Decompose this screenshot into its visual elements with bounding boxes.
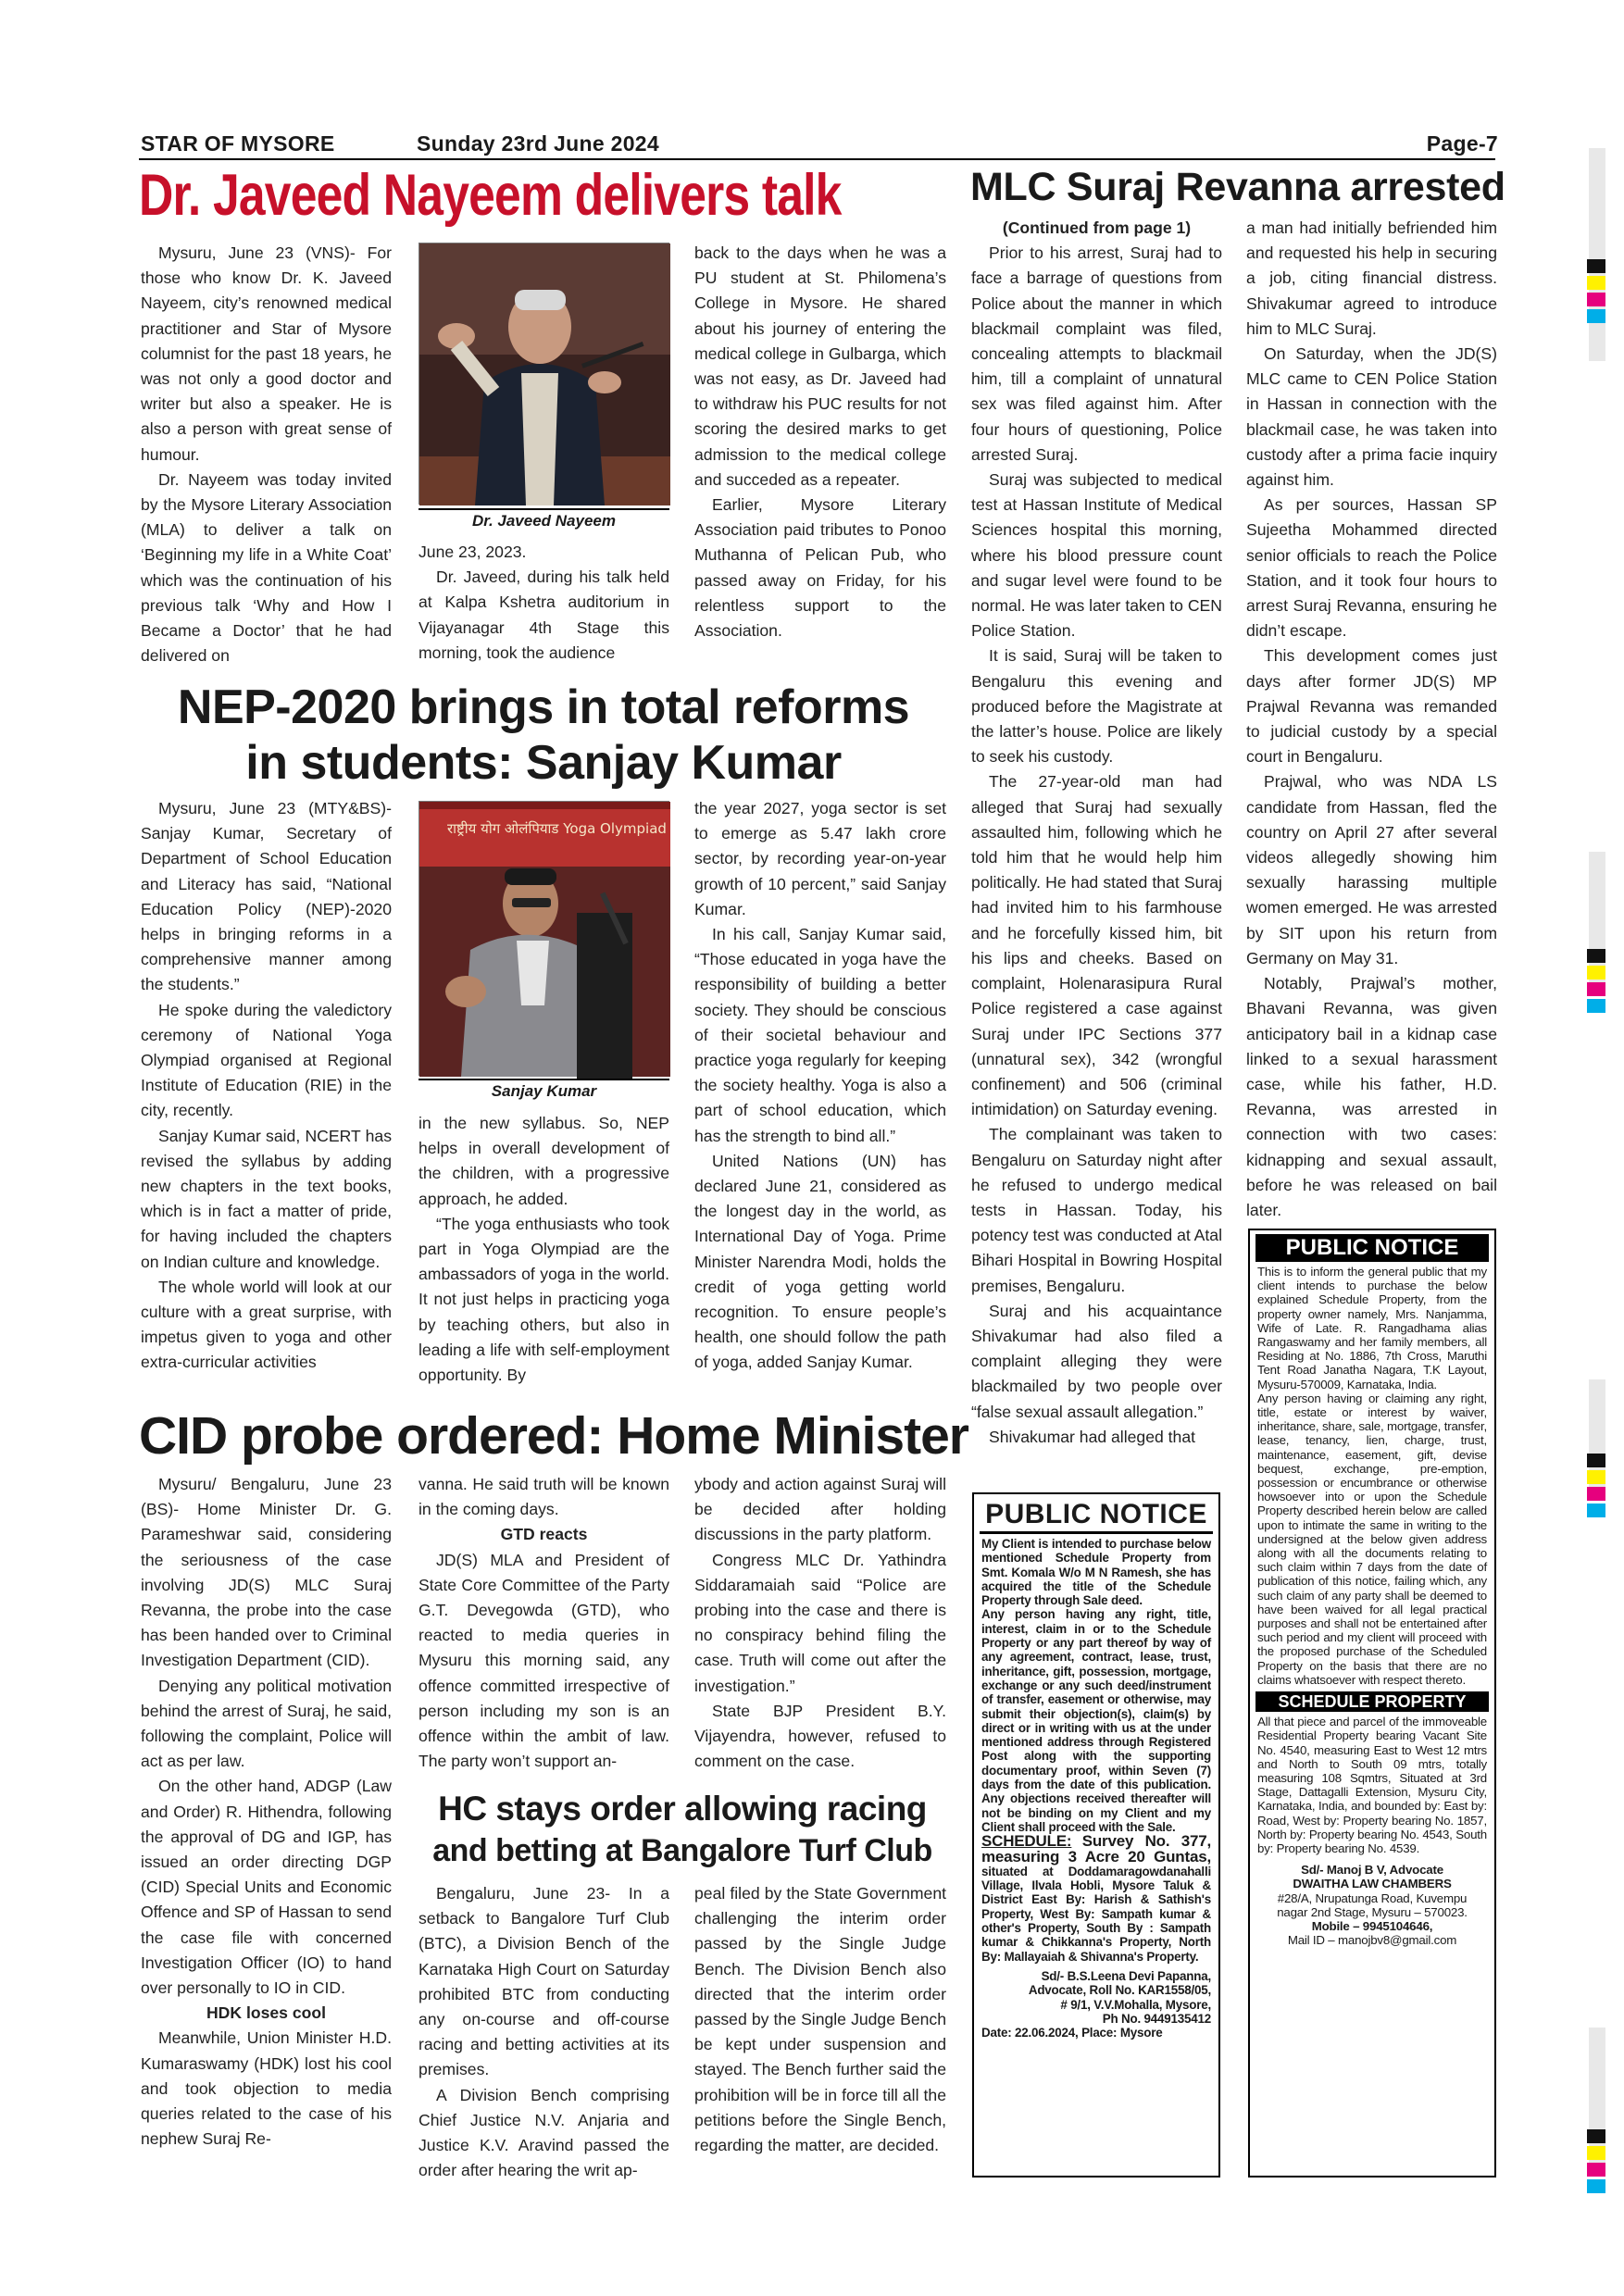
paragraph: Dr. Nayeem was today invited by the Mysore Literary Association (MLA) to deliver a talk on ‘Beginning my life in a White Coat’ which was the continuation of his previous talk ‘Why and How I Became a Doctor’ that he had delivered on — [141, 469, 392, 666]
banner-text: राष्ट्रीय योग ओलंपियाड Yoga Olympiad — [447, 820, 667, 837]
notice1-sign: # 9/1, V.V.Mohalla, Mysore, — [1060, 1997, 1211, 2012]
public-notice-nanjamma — [1248, 1229, 1496, 2177]
notice2-sign: Sd/- Manoj B V, Advocate — [1301, 1863, 1443, 1878]
paragraph: JD(S) MLA and President of State Core Committee of the Party G.T. Devegowda (GTD), who reacted to media queries in Mysuru this morning said, any offence committed irrespective of person including my son is an offence within the ambit of law. The party won’t support an- — [418, 1550, 669, 1771]
paragraph: vanna. He said truth will be known in the coming days. — [418, 1475, 669, 1519]
notice1-schedule — [981, 1834, 1211, 1964]
paragraph: It is said, Suraj will be taken to Bengaluru this evening and produced before the Magistrate at the latter’s house. Police are likely to seek his custody. — [971, 646, 1222, 767]
notice2-sign: Mobile – 9945104646, — [1311, 1918, 1433, 1933]
suraj-col-1 — [971, 216, 1222, 1475]
schedule-label: SCHEDULE: — [981, 1832, 1072, 1851]
paragraph: The complainant was taken to Bengaluru on Saturday night after he refused to undergo medical tests in Hassan. Today, his potency test was conducted at Atal Bihari Hospital in Bowring Hospital premises, Bengaluru. — [971, 1125, 1222, 1295]
notice2-title: PUBLIC NOTICE — [1255, 1234, 1489, 1262]
paragraph: Meanwhile, Union Minister H.D. Kumaraswamy (HDK) lost his cool and took objection to media queries related to the case of his nephew Suraj Re- — [141, 2028, 392, 2149]
paragraph: He spoke during the valedictory ceremony of National Yoga Olympiad organised at Regional Institute of Education (RIE) in the city, recently. — [141, 1000, 392, 1120]
notice2-schedule: All that piece and parcel of the immoveable Residential Property bearing Vacant Site No. 4540, measuring East to West 12 mtrs and North to South 09 mtrs, totally measuring 108 Sqmtrs, Situated at 3rd Stage, Dattagalli Extension, Mysuru City, Karnataka, India, and bounded by: East by: Road, West by: Property bearing No. 1857, North by: Property bearing No. 4543, South by: Property bearing No. 4539. — [1257, 1715, 1487, 1855]
paragraph: “The yoga enthusiasts who took part in Yoga Olympiad are the ambassadors of yoga in the world. It not just helps in practicing yoga by teaching others, but also in leading a life with self-employment opportunity. By — [418, 1214, 669, 1385]
paragraph: Suraj was subjected to medical test at Hassan Institute of Medical Sciences hospital this morning, where his blood pressure count and sugar level were found to be normal. He was later taken to CEN Police Station. — [971, 470, 1222, 641]
suraj-col-2 — [1246, 216, 1497, 1219]
masthead-paper: STAR OF MYSORE — [141, 131, 335, 156]
swatch-yellow — [1587, 966, 1605, 980]
swatch-magenta — [1587, 293, 1605, 306]
notice1-paragraph: Any person having any right, title, interest, claim in or to the Schedule Property or any part thereof by way of any agreement, contract, lease, trust, inheritance, gift, possession, mortgage, exchange or any such deed/instrument of transfer, easement or otherwise, may submit their objection(s), claim(s) by direct or in writing with us at the under mentioned address through Registered Post along with the supporting documentary proof, within Seven (7) days from the date of this publication. Any objections received thereafter will not be binding on my Client and my Client shall proceed with the Sale. — [981, 1607, 1211, 1834]
swatch-black — [1587, 1454, 1605, 1467]
paragraph: Suraj and his acquaintance Shivakumar had also filed a complaint alleging they were blackmailed by two people over “false sexual assault allegation.” — [971, 1301, 1222, 1421]
cid-col-3 — [694, 1472, 946, 1782]
headline-hc-line1: HC stays order allowing racing — [438, 1790, 927, 1828]
paragraph: Dr. Javeed, during his talk held at Kalpa Kshetra auditorium in Vijayanagar 4th Stage this morning, took the audience — [418, 568, 669, 662]
photo-sanjay-kumar — [418, 801, 669, 1076]
paragraph: On the other hand, ADGP (Law and Order) R. Hithendra, following the approval of DG and IGP, has issued an order directing DGP (CID) Special Units and Economic Offence and SP of Hassan to send the case file with concerned Investigation Officer (IO) to hand over personally to IO in CID. — [141, 1777, 392, 1998]
paragraph: Sanjay Kumar said, NCERT has revised the syllabus by adding new chapters in the text books, which is in fact a matter of pride, for having included the chapters on Indian culture and knowledge. — [141, 1126, 392, 1271]
javeed-col-1 — [141, 241, 392, 667]
paragraph: A Division Bench comprising Chief Justice N.V. Anjaria and Justice K.V. Aravind passed the order after hearing the writ ap- — [418, 2085, 669, 2180]
headline-hc-line2: and betting at Bangalore Turf Club — [432, 1833, 932, 1868]
notice1-date: Date: 22.06.2024, Place: Mysore — [981, 2026, 1163, 2040]
paragraph: The whole world will look at our culture with a great surprise, with impetus given to yoga and other extra-curricular activities — [141, 1277, 392, 1372]
public-notice-komala — [972, 1492, 1220, 2177]
paragraph: State BJP President B.Y. Vijayendra, however, refused to comment on the case. — [694, 1701, 946, 1771]
notice1-sign: Ph No. 9449135412 — [1102, 2011, 1211, 2026]
paragraph: ybody and action against Suraj will be decided after holding discussions in the party platform. — [694, 1475, 946, 1544]
swatch-yellow — [1587, 2146, 1605, 2160]
notice1-sign: Sd/- B.S.Leena Devi Papanna, — [1041, 1968, 1211, 1983]
notice2-schedule-title: SCHEDULE PROPERTY — [1255, 1691, 1489, 1712]
javeed-photo-art — [419, 243, 670, 505]
paragraph: This development comes just days after former JD(S) MP Prajwal Revanna was remanded to judicial custody by a special court in Bengaluru. — [1246, 646, 1497, 767]
swatch-cyan — [1587, 2179, 1605, 2193]
swatch-black — [1587, 2129, 1605, 2143]
paragraph: In his call, Sanjay Kumar said, “Those educated in yoga have the responsibility of building a better society. They should be conscious of their societal behaviour and practice yoga regularly for keeping the society healthy. Yoga is also a part of school education, which has the strength to bind all.” — [694, 925, 946, 1145]
javeed-col-3 — [694, 241, 946, 667]
paragraph: in the new syllabus. So, NEP helps in overall development of the children, with a progressive approach, he added. — [418, 1114, 669, 1208]
swatch-black — [1587, 949, 1605, 963]
nep-col-3 — [694, 796, 946, 1398]
paragraph: United Nations (UN) has declared June 21, considered as the longest day in the world, as International Day of Yoga. Prime Minister Narendra Modi, holds the credit of yoga getting world recognition. To ensure people’s health, one should follow the path of yoga, added Sanjay Kumar. — [694, 1151, 946, 1372]
schedule-head: Survey No. 377, measuring 3 Acre 20 Guntas, — [981, 1832, 1211, 1866]
paragraph: Notably, Prajwal’s mother, Bhavani Revanna, was given anticipatory bail in a kidnap case linked to a sexual harassment case, while his father, H.D. Revanna, was arrested in connection with two cases: kidnapping and sexual assault, before he was released on bail later. — [1246, 974, 1497, 1219]
paragraph: Prior to his arrest, Suraj had to face a barrage of questions from Police about the manner in which blackmail complaint was filed, concealing attempts to blackmail him, till a complaint of unnatural sex was filed against him. After four hours of questioning, Police arrested Suraj. — [971, 243, 1222, 464]
masthead-rule — [139, 158, 1495, 160]
hc-col-2 — [694, 1881, 946, 2177]
paragraph: Mysuru, June 23 (VNS)- For those who know Dr. K. Javeed Nayeem, city’s renowned medical practitioner and Star of Mysore columnist for the past 18 years, he was not only a good doctor and writer but also a speaker. He is also a person with great sense of humour. — [141, 243, 392, 464]
notice2-paragraph: Any person having or claiming any right, title, estate or interest by waiver, inheritance, share, sale, mortgage, transfer, lease, tenancy, lien, charge, trust, maintenance, easement, gift, devise bequest, exchange, pre-emption, possession or encumbrance or otherwise howsoever into or upon the Schedule Property described herein below are called upon to intimate the same in writing to the undersigned at the below given address along with all the documents relating to such claim within 7 days from the date of publication of this notice, failing which, any such claim of any party shall be deemed to have been waived for all legal practical purposes and shall not be entertained after such period and my client will proceed with the proposed purchase of the Scheduled Property on the basis that there are no claims whatsoever with respect thereto. — [1257, 1391, 1487, 1687]
notice2-sign: DWAITHA LAW CHAMBERS — [1293, 1877, 1452, 1891]
hc-col-1 — [418, 1881, 669, 2180]
caption-javeed: Dr. Javeed Nayeem — [418, 508, 669, 530]
caption-sanjay: Sanjay Kumar — [418, 1079, 669, 1101]
paragraph: Mysuru, June 23 (MTY&BS)- Sanjay Kumar, Secretary of Department of School Education and Literacy has said, “National Education Policy (NEP)-2020 helps in bringing reforms in a comprehensive manner among the students.” — [141, 799, 392, 994]
javeed-col-2 — [418, 540, 669, 669]
notice1-sign: Advocate, Roll No. KAR1558/05, — [1028, 1983, 1211, 1998]
paragraph: the year 2027, yoga sector is set to emerge as 5.47 lakh crore sector, by recording year-on-year growth of 10 percent,” said Sanjay Kumar. — [694, 799, 946, 918]
subhead-hdk: HDK loses cool — [206, 2003, 327, 2023]
swatch-yellow — [1587, 1470, 1605, 1484]
swatch-cyan — [1587, 309, 1605, 323]
schedule-rest: situated at Doddamaragowdanahalli Village, Ilvala Hobli, Mysore Taluk & District East By: Harish & Sathish's Property, West By: Sampath kumar & other's Property, South By : Sampath kumar & Chikkanna's Property, North By: Mallayaiah & Shivanna's Property. — [981, 1864, 1211, 1964]
paragraph: June 23, 2023. — [418, 543, 527, 561]
swatch-cyan — [1587, 1504, 1605, 1517]
nep-col-1 — [141, 796, 392, 1398]
paragraph: On Saturday, when the JD(S) MLC came to CEN Police Station in Hassan in connection with the blackmail case, he was taken into custody after a prima facie inquiry against him. — [1246, 344, 1497, 490]
paragraph: As per sources, Hassan SP Sujeetha Mohammed directed senior officials to reach the Police Station, and it took four hours to arrest Suraj Revanna, ensuring he didn’t escape. — [1246, 495, 1497, 641]
paragraph: Denying any political motivation behind the arrest of Suraj, he said, following the complaint, Police will act as per law. — [141, 1676, 392, 1771]
paragraph: back to the days when he was a PU student at St. Philomena’s College in Mysore. He shared about his journey of entering the medical college in Gulbarga, which was not easy, as Dr. Javeed had to withdraw his PUC results for not scoring the desired marks to get admission to the medical college and succeded as a repeater. — [694, 243, 946, 489]
swatch-magenta — [1587, 2163, 1605, 2177]
paragraph: a man had initially befriended him and requested his help in securing a job, citing financial distress. Shivakumar agreed to introduce him to MLC Suraj. — [1246, 218, 1497, 338]
headline-cid: CID probe ordered: Home Minister — [139, 1406, 968, 1466]
headline-javeed: Dr. Javeed Nayeem delivers talk — [139, 163, 842, 228]
notice1-paragraph: My Client is intended to purchase below mentioned Schedule Property from Smt. Komala W/o M N Ramesh, she has acquired the title of the Schedule Property through Sale deed. — [981, 1537, 1211, 1608]
paragraph: Bengaluru, June 23- In a setback to Bangalore Turf Club (BTC), a Division Bench of the Karnataka High Court on Saturday prohibited BTC from conducting any on-course and off-course racing and betting activities at its premises. — [418, 1884, 669, 2079]
swatch-magenta — [1587, 1487, 1605, 1501]
nep-col-2 — [418, 1111, 669, 1393]
notice2-sign: Mail ID – manojbv8@gmail.com — [1287, 1933, 1457, 1948]
swatch-cyan — [1587, 999, 1605, 1013]
photo-javeed-nayeem — [418, 243, 669, 505]
cid-col-1 — [141, 1472, 392, 2176]
paragraph: peal filed by the State Government challenging the interim order passed by the Single Judge Bench. The Division Bench also directed that the interim order passed by the Single Judge Bench be kept under suspension and stayed. The Bench further said the prohibition will be in force till all the petitions before the Single Bench, regarding the matter, are decided. — [694, 1884, 946, 2155]
paragraph: Prajwal, who was NDA LS candidate from Hassan, fled the country on April 27 after several videos allegedly showing him sexually harassing multiple women emerged. He was arrested by SIT upon his return from Germany on May 31. — [1246, 772, 1497, 967]
paragraph: Congress MLC Dr. Yathindra Siddaramaiah said “Police are probing into the case and there is no conspiracy behind filing the case. Truth will come out after the investigation.” — [694, 1550, 946, 1695]
masthead-page: Page-7 — [1426, 131, 1498, 156]
headline-nep-line1: NEP-2020 brings in total reforms — [177, 680, 910, 734]
swatch-yellow — [1587, 276, 1605, 290]
headline-suraj: MLC Suraj Revanna arrested — [970, 165, 1505, 209]
swatch-magenta — [1587, 982, 1605, 996]
headline-nep-line2: in students: Sanjay Kumar — [245, 736, 842, 790]
swatch-black — [1587, 259, 1605, 273]
paragraph: The 27-year-old man had alleged that Suraj had sexually assaulted him, following which he told him that he would help him politically. He had stated that Suraj had invited him to his farmhouse and he forcefully kissed him, bit his lips and cheeks. Based on complaint, Holenarasipura Rural Police registered a case against Suraj under IPC Sections 377 (unnatural sex), 342 (wrongful confinement) and 506 (criminal intimidation) on Saturday evening. — [971, 772, 1222, 1119]
sanjay-photo-art — [419, 802, 670, 1077]
paragraph: Earlier, Mysore Literary Association paid tributes to Ponoo Muthanna of Pelican Pub, who passed away on Friday, for his relentless support to the Association. — [694, 495, 946, 641]
cid-col-2 — [418, 1472, 669, 1782]
continued-label: (Continued from page 1) — [1002, 218, 1192, 237]
registration-marks — [1605, 0, 1624, 2296]
subhead-gtd: GTD reacts — [500, 1525, 588, 1544]
notice2-sign: #28/A, Nrupatunga Road, Kuvempu — [1277, 1890, 1468, 1905]
notice1-title: PUBLIC NOTICE — [980, 1498, 1213, 1534]
paragraph: Shivakumar had alleged that — [989, 1427, 1195, 1446]
notice2-paragraph: This is to inform the general public that my client intends to purchase the below explained Schedule Property, from the property owner namely, Mrs. Nanjamma, Wife of Late. R. Rangadhama alias Rangaswamy and her family members, all Residing at No. 1886, 7th Cross, Maruthi Tent Road Janatha Nagara, T.K Layout, Mysuru-570009, Karnataka, India. — [1257, 1265, 1487, 1391]
paragraph: Mysuru/ Bengaluru, June 23 (BS)- Home Minister Dr. G. Parameshwar said, considering the seriousness of the case involving JD(S) MLC Suraj Revanna, the probe into the case has been handed over to Criminal Investigation Department (CID). — [141, 1475, 392, 1670]
masthead-date: Sunday 23rd June 2024 — [417, 131, 659, 156]
notice2-sign: nagar 2nd Stage, Mysuru – 570023. — [1277, 1904, 1468, 1919]
